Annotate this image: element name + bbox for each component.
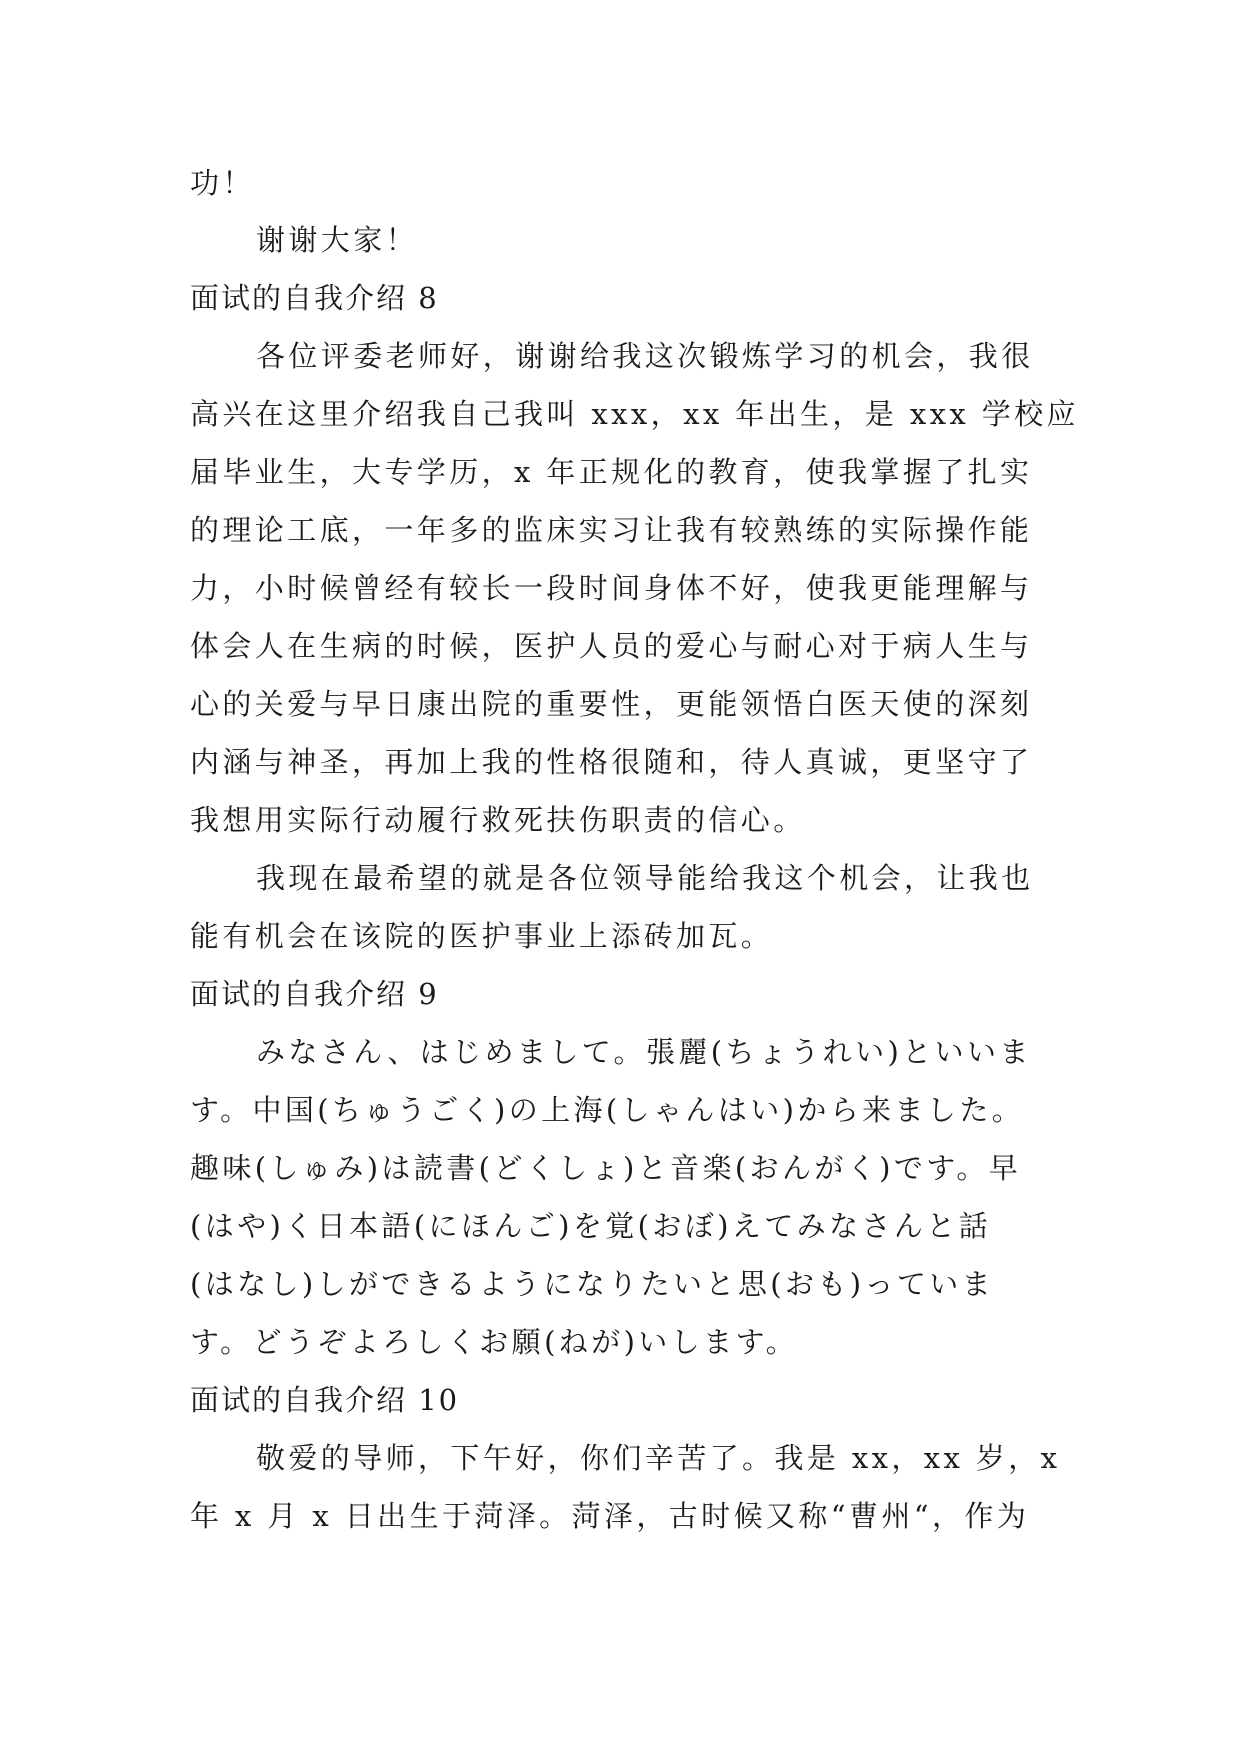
section-heading: 面试的自我介绍 10 xyxy=(190,1383,460,1417)
text-line: 谢谢大家！ xyxy=(256,223,419,257)
text-line: 能有机会在该院的医护事业上添砖加瓦。 xyxy=(190,919,774,953)
text-line: 内涵与神圣，再加上我的性格很随和，待人真诚，更坚守了 xyxy=(190,745,1033,779)
text-line: (はや)く日本語(にほんご)を覚(おぼ)えてみなさんと話 xyxy=(190,1209,992,1243)
text-line: 我现在最希望的就是各位领导能给我这个机会，让我也 xyxy=(256,861,1034,895)
text-line: 心的关爱与早日康出院的重要性，更能领悟白医天使的深刻 xyxy=(190,687,1033,721)
text-line: 趣味(しゅみ)は読書(どくしょ)と音楽(おんがく)です。早 xyxy=(190,1151,1022,1185)
text-line: 的理论工底，一年多的监床实习让我有较熟练的实际操作能 xyxy=(190,513,1033,547)
text-line: 各位评委老师好，谢谢给我这次锻炼学习的机会，我很 xyxy=(256,339,1034,373)
text-line: みなさん、はじめまして。張麗(ちょうれい)といいま xyxy=(256,1035,1032,1069)
text-line: 功！ xyxy=(190,166,255,200)
text-line: 高兴在这里介绍我自己我叫 xxx，xx 年出生，是 xxx 学校应 xyxy=(190,397,1079,431)
text-line: 我想用实际行动履行救死扶伤职责的信心。 xyxy=(190,803,806,837)
text-line: 届毕业生，大专学历，x 年正规化的教育，使我掌握了扎实 xyxy=(190,455,1033,489)
text-line: (はなし)しができるようになりたいと思(おも)っていま xyxy=(190,1267,995,1301)
text-line: 体会人在生病的时候，医护人员的爱心与耐心对于病人生与 xyxy=(190,629,1033,663)
text-line: す。どうぞよろしくお願(ねが)いします。 xyxy=(190,1325,798,1359)
section-heading: 面试的自我介绍 8 xyxy=(190,281,439,315)
text-line: 年 x 月 x 日出生于菏泽。菏泽，古时候又称“曹州“，作为 xyxy=(190,1499,1030,1533)
text-line: 敬爱的导师，下午好，你们辛苦了。我是 xx，xx 岁，x xyxy=(256,1441,1061,1475)
text-line: 力，小时候曾经有较长一段时间身体不好，使我更能理解与 xyxy=(190,571,1033,605)
text-line: す。中国(ちゅうごく)の上海(しゃんはい)から来ました。 xyxy=(190,1093,1025,1127)
section-heading: 面试的自我介绍 9 xyxy=(190,977,439,1011)
